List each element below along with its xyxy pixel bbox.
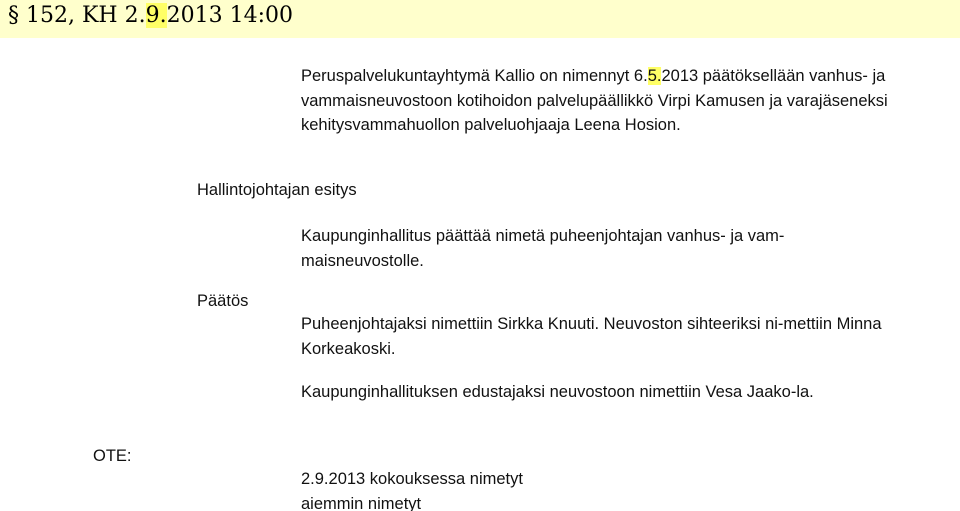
excerpt-label: OTE: <box>93 447 132 465</box>
meeting-date-prefix: KH 2. <box>81 3 146 28</box>
section-sign: § <box>8 3 19 28</box>
intro-paragraph <box>301 64 901 138</box>
intro-text-start: Peruspalvelukuntayhtymä Kallio on nimennyt 6. <box>301 67 648 85</box>
excerpt-list <box>301 467 901 511</box>
proposal-text: Kaupunginhallitus päättää nimetä puheenjohtajan vanhus- ja vam-maisneuvostolle. <box>301 227 785 270</box>
meeting-date-suffix: 2013 14:00 <box>166 3 293 28</box>
section-number: 152, <box>26 3 75 28</box>
proposal-label: Hallintojohtajan esitys <box>197 181 357 199</box>
excerpt-item-2: aiemmin nimetyt <box>301 494 422 511</box>
intro-text-end: 2013 päätöksellään vanhus- ja vammaisneuvostoon kotihoidon palvelupäällikkö Virpi Kamusen ja varajäseneksi kehitysvammahuollon palveluohjaaja Leena Hosion. <box>301 67 888 134</box>
excerpt-item-1: 2.9.2013 kokouksessa nimetyt <box>301 470 523 488</box>
section-title <box>8 2 293 30</box>
decision-text-1: Puheenjohtajaksi nimettiin Sirkka Knuuti. Neuvoston sihteeriksi ni-mettiin Minna Korkeakoski. <box>301 315 882 358</box>
decision-text-2: Kaupunginhallituksen edustajaksi neuvostoon nimettiin Vesa Jaako-la. <box>301 383 814 401</box>
decision-label: Päätös <box>197 292 249 310</box>
meeting-date-highlight: 9. <box>145 3 167 28</box>
intro-highlight: 5. <box>647 67 662 85</box>
document-header <box>0 0 960 38</box>
